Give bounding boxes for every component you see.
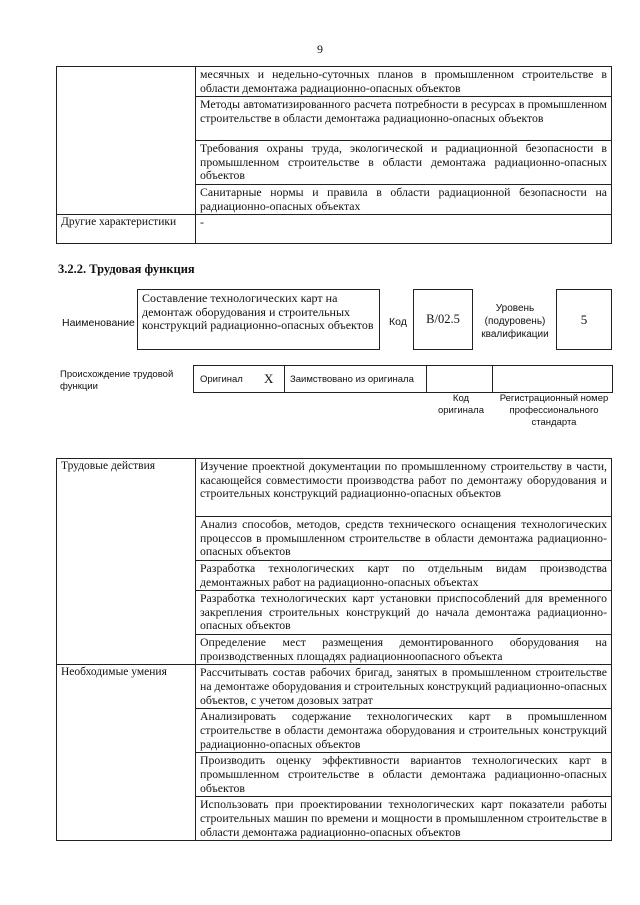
- page-number: 9: [317, 42, 323, 56]
- action-item: Изучение проектной документации по промышленному строительству в части, касающейся совместимости производства работ по демонтажу оборудования и строительных конструкций радиационно-опасных объектов: [196, 459, 612, 517]
- knowledge-item: Методы автоматизированного расчета потребности в ресурсах в промышленном строительстве в области демонтажа радиационно-опасных объектов: [196, 97, 612, 141]
- registration-caption: Регистрационный номер профессионального стандарта: [499, 393, 609, 428]
- skill-item: Производить оценку эффективности вариантов технологических карт в промышленном строительстве в области демонтажа радиационно-опасных объектов: [196, 753, 612, 797]
- other-characteristics-label: Другие характеристики: [57, 215, 196, 244]
- code-original-caption: Код оригинала: [437, 393, 484, 416]
- level-value: 5: [556, 289, 612, 350]
- original-mark: X: [264, 371, 274, 386]
- action-item: Разработка технологических карт по отдельным видам производства демонтажных работ на радиационно-опасных объектах: [196, 561, 612, 591]
- function-name: Составление технологических карт на демонтаж оборудования и строительных конструкций радиационно-опасных объектов: [137, 289, 380, 350]
- divider: [284, 366, 285, 392]
- action-item: Определение мест размещения демонтированного оборудования на производственных площадях радиационноопасного объекта: [196, 635, 612, 665]
- knowledge-item: Санитарные нормы и правила в области радиационной безопасности на радиационно-опасных объектах: [196, 185, 612, 215]
- knowledge-item: Требования охраны труда, экологической и радиационной безопасности в промышленном строительстве в области демонтажа радиационно-опасных объектов: [196, 141, 612, 185]
- section-title: 3.2.2. Трудовая функция: [58, 262, 195, 276]
- name-label: Наименование: [62, 317, 135, 329]
- divider: [426, 366, 427, 392]
- actions-label: Трудовые действия: [57, 459, 196, 665]
- other-characteristics-value: -: [196, 215, 612, 244]
- skill-item: Анализировать содержание технологических карт в промышленном строительстве в области демонтажа оборудования и строительных конструкций радиационно-опасных объектов: [196, 709, 612, 753]
- borrowed-label: Заимствовано из оригинала: [290, 374, 414, 385]
- code-label: Код: [389, 316, 407, 328]
- origin-label: Происхождение трудовой функции: [60, 369, 174, 392]
- knowledge-label-cell: [57, 67, 196, 215]
- skills-label: Необходимые умения: [57, 665, 196, 841]
- origin-box: [193, 365, 613, 393]
- skill-item: Использовать при проектировании технологических карт показатели работы строительных машин по времени и мощности в промышленном строительстве в области демонтажа радиационно-опасных объектов: [196, 797, 612, 841]
- divider: [492, 366, 493, 392]
- skill-item: Рассчитывать состав рабочих бригад, занятых в промышленном строительстве на демонтаже оборудования и строительных конструкций радиационно-опасных объектов, с учетом дозовых затрат: [196, 665, 612, 709]
- knowledge-table: [56, 66, 612, 244]
- level-label: Уровень (подуровень) квалификации: [481, 303, 549, 340]
- action-item: Анализ способов, методов, средств технического оснащения технологических процессов в промышленном строительстве в области демонтажа радиационно-опасных объектов: [196, 517, 612, 561]
- original-label: Оригинал: [200, 374, 243, 385]
- action-item: Разработка технологических карт установки приспособлений для временного закрепления строительных конструкций до начала демонтажа радиационно-опасных объектов: [196, 591, 612, 635]
- main-table: [56, 458, 612, 841]
- knowledge-item: месячных и недельно-суточных планов в промышленном строительстве в области демонтажа радиационно-опасных объектов: [196, 67, 612, 97]
- function-code: В/02.5: [413, 289, 473, 350]
